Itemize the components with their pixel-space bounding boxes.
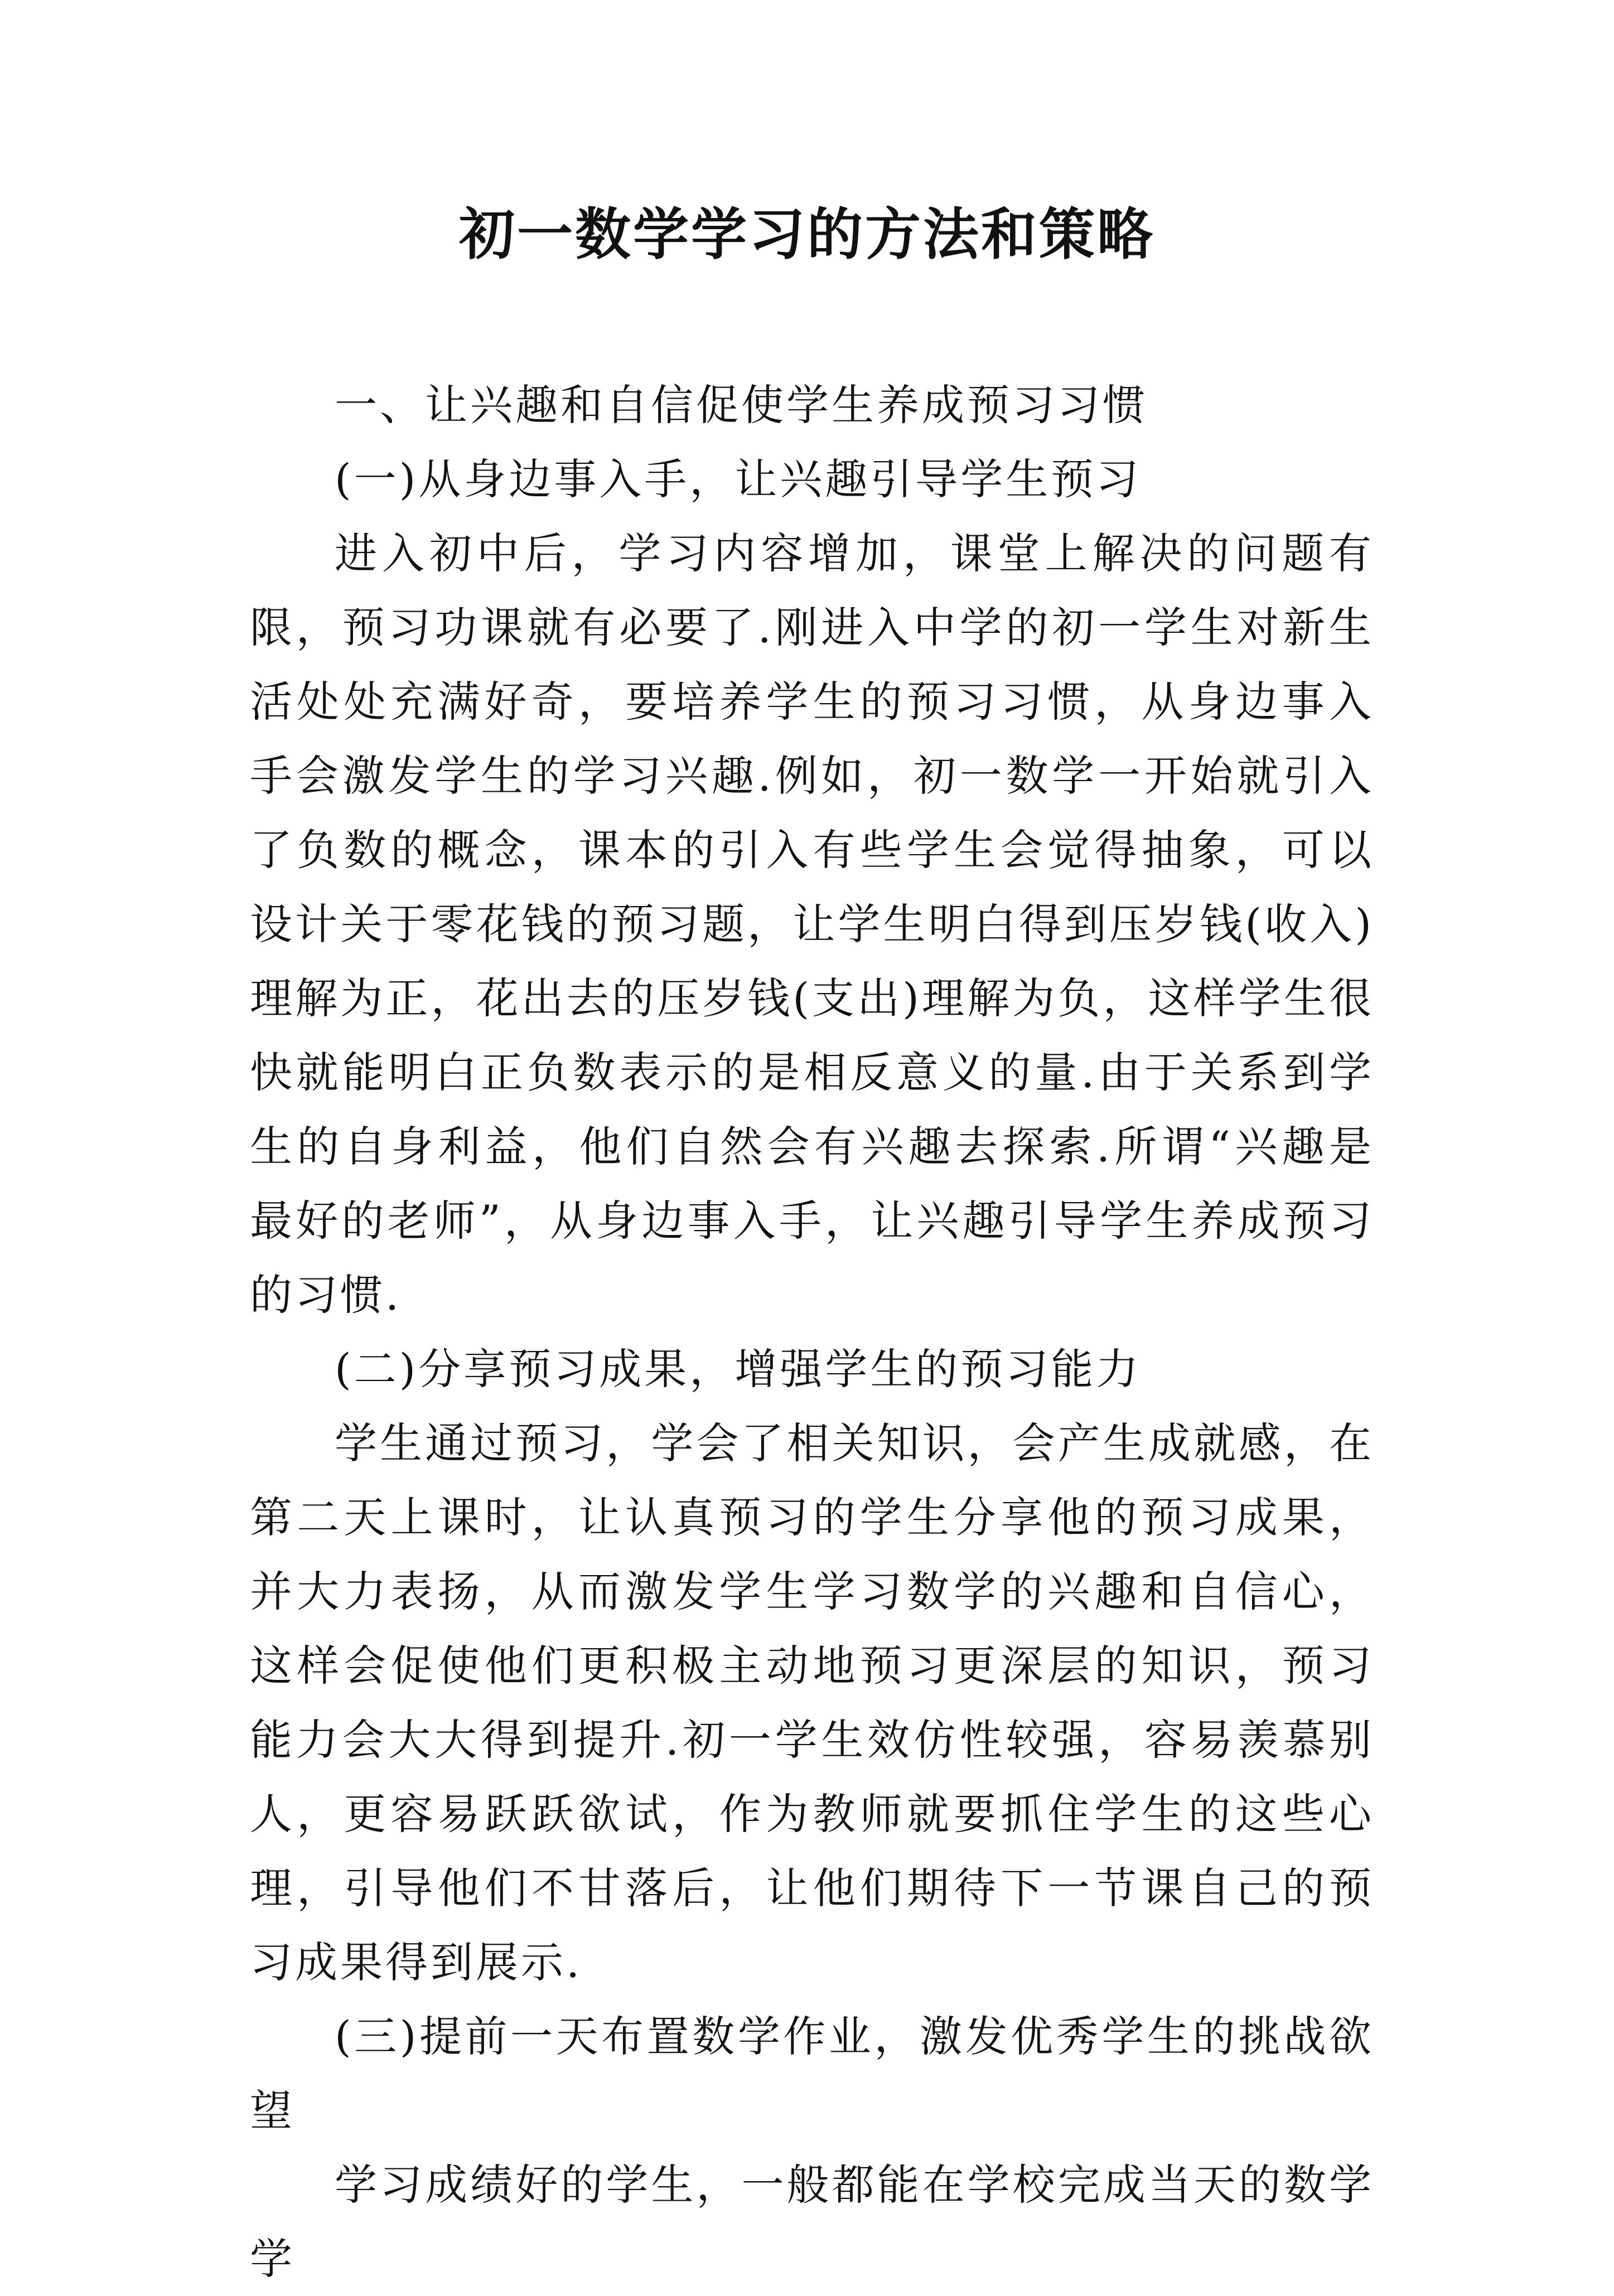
subsection-heading: (三)提前一天布置数学作业，激发优秀学生的挑战欲望 bbox=[250, 2012, 1374, 2135]
body-paragraph: 学习成绩好的学生，一般都能在学校完成当天的数学学 bbox=[250, 2160, 1374, 2284]
subsection-heading: (一)从身边事入手，让兴趣引导学生预习 bbox=[335, 454, 1142, 504]
document-body bbox=[250, 368, 1374, 2296]
subsection-heading: (二)分享预习成果，增强学生的预习能力 bbox=[335, 1344, 1142, 1394]
body-paragraph: 进入初中后，学习内容增加，课堂上解决的问题有限，预习功课就有必要了.刚进入中学的初一学生对新生活处处充满好奇，要培养学生的预习习惯，从身边事入手会激发学生的学习兴趣.例如，初一数学一开始就引入了负数的概念，课本的引入有些学生会觉得抽象，可以设计关于零花钱的预习题，让学生明白得到压岁钱(收入)理解为正，花出去的压岁钱(支出)理解为负，这样学生很快就能明白正负数表示的是相反意义的量.由于关系到学生的自身利益，他们自然会有兴趣去探索.所谓“兴趣是最好的老师”，从身边事入手，让兴趣引导学生养成预习的习惯. bbox=[250, 529, 1374, 1320]
section-heading: 一、让兴趣和自信促使学生养成预习习惯 bbox=[335, 380, 1148, 430]
document-title: 初一数学学习的方法和策略 bbox=[459, 201, 1155, 267]
body-paragraph: 学生通过预习，学会了相关知识，会产生成就感，在第二天上课时，让认真预习的学生分享他的预习成果，并大力表扬，从而激发学生学习数学的兴趣和自信心，这样会促使他们更积极主动地预习更深层的知识，预习能力会大大得到提升.初一学生效仿性较强，容易羡慕别人，更容易跃跃欲试，作为教师就要抓住学生的这些心理，引导他们不甘落后，让他们期待下一节课自己的预习成果得到展示. bbox=[250, 1418, 1374, 1987]
